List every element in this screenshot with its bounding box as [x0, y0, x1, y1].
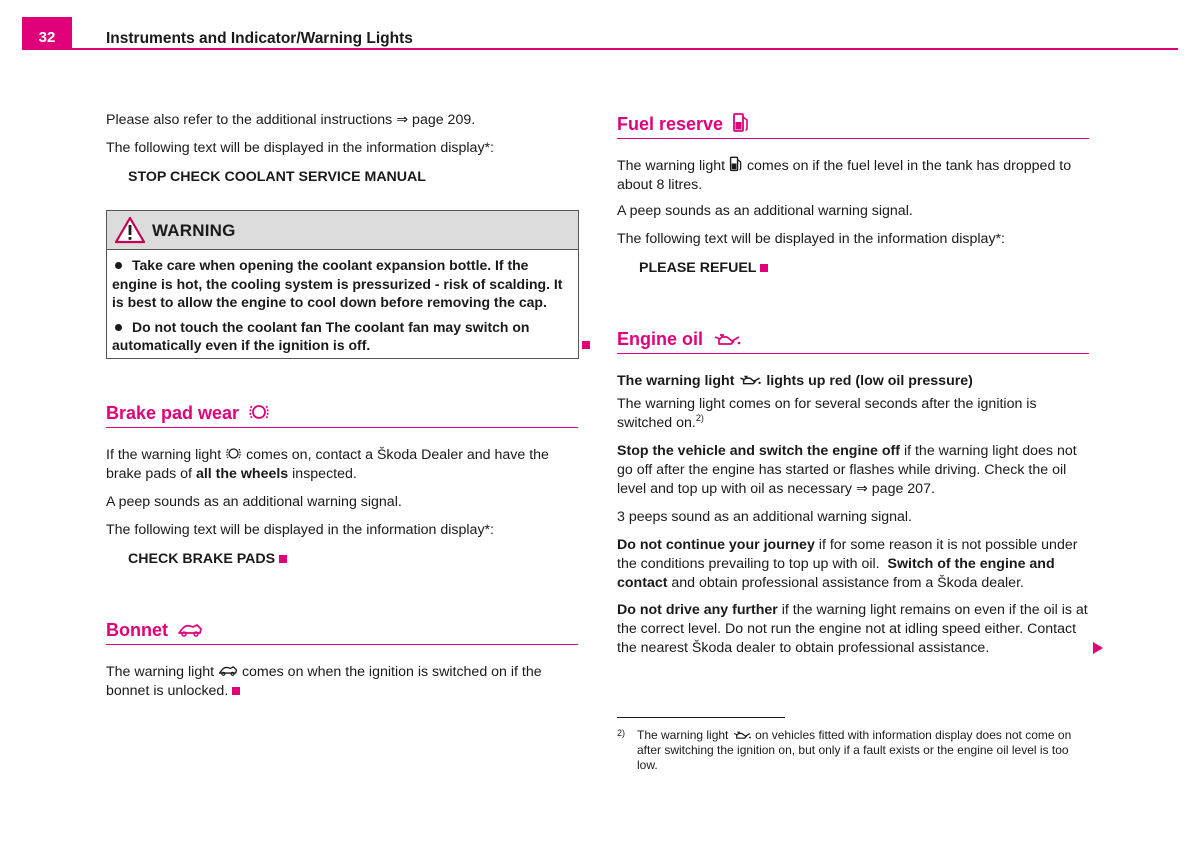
end-mark — [760, 264, 768, 272]
fuel-paragraph-2: A peep sounds as an additional warning signal. — [617, 203, 913, 219]
warning-item-text: Do not touch the coolant fan The coolant fan may switch on automatically even if the ignition is off. — [112, 318, 530, 353]
page-number: 32 — [22, 17, 72, 49]
page-title: Instruments and Indicator/Warning Lights — [106, 30, 413, 47]
warning-title: WARNING — [152, 220, 236, 240]
brake-heading-text: Brake pad wear — [106, 403, 240, 423]
warning-item — [112, 318, 573, 355]
bonnet-icon — [177, 623, 203, 639]
continue-arrow-icon — [1093, 642, 1103, 654]
brake-message: CHECK BRAKE PADS — [106, 550, 578, 569]
fuel-message: PLEASE REFUEL — [617, 259, 1089, 278]
brake-paragraph-2: A peep sounds as an additional warning signal. — [106, 494, 402, 510]
warning-body — [107, 250, 578, 355]
warning-item-text: Take care when opening the coolant expansion bottle. If the engine is hot, the cooling system is pressurized - risk of scalding. It is best to allow the engine to cool down before removing the cap. — [112, 257, 563, 310]
brake-heading — [106, 402, 578, 428]
bonnet-paragraph: The warning light comes on when the ignition is switched on if the bonnet is unlocked. — [106, 664, 542, 699]
oil-paragraph-2: Stop the vehicle and switch the engine off if the warning light does not go off after the engine has started or flashes while driving. Check the oil level and top up with oil as necessary ⇒ page 207. — [617, 443, 1077, 497]
fuel-heading-text: Fuel reserve — [617, 114, 724, 134]
brake-paragraph-1: If the warning light comes on, contact a Škoda Dealer and have the brake pads of all the wheels inspected. — [106, 447, 549, 482]
fuel-heading — [617, 111, 1089, 139]
brake-pad-icon — [225, 446, 242, 461]
bonnet-heading-text: Bonnet — [106, 620, 168, 640]
oil-heading — [617, 328, 1089, 354]
footnote-ref[interactable]: 2) — [695, 413, 704, 423]
warning-box — [106, 210, 579, 359]
intro-display: The following text will be displayed in the information display*: — [106, 140, 494, 156]
brake-paragraph-3: The following text will be displayed in the information display*: — [106, 522, 494, 538]
brake-pad-icon — [248, 402, 270, 422]
oil-paragraph-3: 3 peeps sound as an additional warning signal. — [617, 509, 912, 525]
warning-header — [107, 211, 578, 250]
footnote-rule — [617, 717, 785, 718]
footnote-text: The warning light on vehicles fitted with information display does not come on after switching the ignition on, but only if a fault exists or the engine oil level is too low. — [637, 728, 1072, 772]
fuel-paragraph-3: The following text will be displayed in the information display*: — [617, 231, 1005, 247]
footnote — [617, 728, 1091, 773]
end-mark — [232, 687, 240, 695]
intro-message: STOP CHECK COOLANT SERVICE MANUAL — [128, 169, 426, 185]
fuel-pump-icon — [729, 155, 743, 172]
bonnet-heading — [106, 619, 578, 645]
oil-can-icon — [738, 374, 762, 387]
intro-refer: Please also refer to the additional instructions ⇒ page 209. — [106, 112, 476, 128]
section-end-mark — [582, 341, 590, 349]
fuel-paragraph-1: The warning light comes on if the fuel level in the tank has dropped to about 8 litres. — [617, 155, 1089, 195]
warning-triangle-icon — [114, 216, 146, 244]
warning-item — [112, 256, 573, 312]
fuel-pump-icon — [732, 111, 750, 133]
bonnet-icon — [218, 665, 238, 678]
oil-can-icon — [712, 332, 742, 348]
oil-paragraph-5: Do not drive any further if the warning light remains on even if the oil is at the correct level. Do not run the engine not at idling speed either. Contact the nearest Škoda dealer to obtain professional assistance. — [617, 602, 1088, 656]
bullet-icon — [115, 262, 122, 269]
bullet-icon — [115, 324, 122, 331]
oil-paragraph-1: The warning light comes on for several seconds after the ignition is switched on.$^{2)}$ — [617, 396, 1037, 431]
oil-paragraph-4: Do not continue your journey if for some reason it is not possible under the conditions prevailing to top up with oil. Switch of the engine and contact and obtain professional assistance from a Škoda dealer. — [617, 537, 1078, 591]
end-mark — [279, 555, 287, 563]
oil-subheading: The warning light lights up red (low oil pressure) — [617, 373, 973, 389]
footnote-number: 2) — [617, 728, 626, 738]
page-header — [22, 17, 1178, 50]
oil-heading-text: Engine oil — [617, 329, 704, 349]
oil-can-icon — [732, 730, 752, 741]
